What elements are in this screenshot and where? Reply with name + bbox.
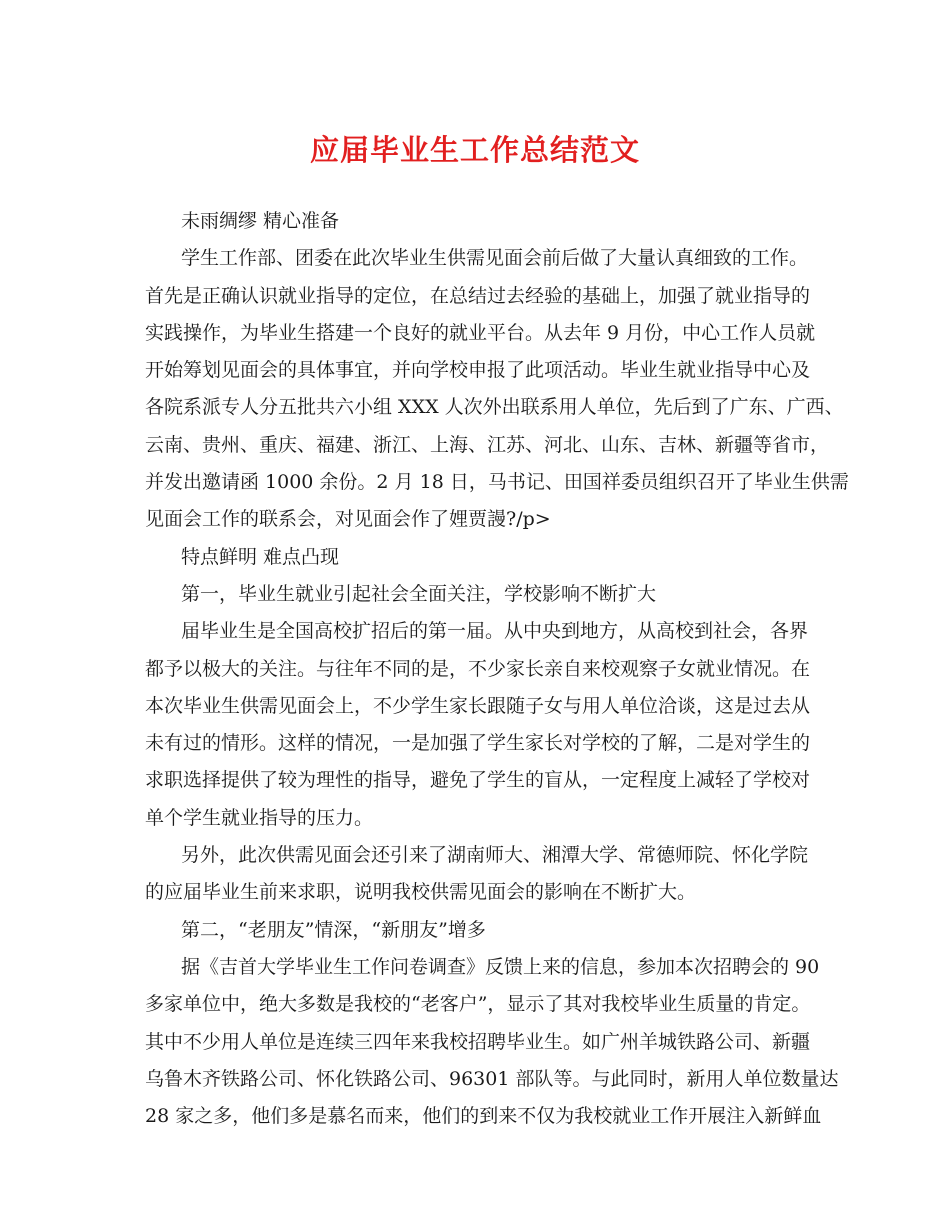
body-line: 多家单位中，绝大多数是我校的“老客户”，显示了其对我校毕业生质量的肯定。 bbox=[145, 993, 811, 1016]
body-line: 未雨绸缪 精心准备 bbox=[181, 210, 340, 232]
body-line: 都予以极大的关注。与往年不同的是，不少家长亲自来校观察子女就业情况。在 bbox=[145, 657, 811, 680]
body-line: 并发出邀请函 1000 余份。2 月 18 日，马书记、田国祥委员组织召开了毕业生供需 bbox=[145, 471, 849, 494]
body-line: 第一，毕业生就业引起社会全面关注，学校影响不断扩大 bbox=[181, 582, 657, 605]
document-body bbox=[145, 203, 849, 1135]
body-line: 未有过的情形。这样的情况，一是加强了学生家长对学校的了解，二是对学生的 bbox=[145, 732, 811, 755]
body-line: 各院系派专人分五批共六小组 XXX 人次外出联系用人单位，先后到了广东、广西、 bbox=[145, 396, 844, 419]
body-line: 届毕业生是全国高校扩招后的第一届。从中央到地方，从高校到社会，各界 bbox=[181, 620, 809, 643]
body-line: 其中不少用人单位是连续三四年来我校招聘毕业生。如广州羊城铁路公司、新疆 bbox=[145, 1030, 811, 1053]
body-line: 本次毕业生供需见面会上，不少学生家长跟随子女与用人单位洽谈，这是过去从 bbox=[145, 694, 811, 717]
body-line: 云南、贵州、重庆、福建、浙江、上海、江苏、河北、山东、吉林、新疆等省市， bbox=[145, 433, 830, 456]
body-line: 开始筹划见面会的具体事宜，并向学校申报了此项活动。毕业生就业指导中心及 bbox=[145, 359, 811, 382]
body-line: 特点鲜明 难点凸现 bbox=[181, 545, 340, 568]
body-line: 求职选择提供了较为理性的指导，避免了学生的盲从，一定程度上减轻了学校对 bbox=[145, 769, 811, 792]
body-line: 另外，此次供需见面会还引来了湖南师大、湘潭大学、常德师院、怀化学院 bbox=[181, 844, 809, 867]
body-line: 学生工作部、团委在此次毕业生供需见面会前后做了大量认真细致的工作。 bbox=[181, 247, 809, 270]
body-line: 乌鲁木齐铁路公司、怀化铁路公司、96301 部队等。与此同时，新用人单位数量达 bbox=[145, 1067, 839, 1090]
body-line: 见面会工作的联系会，对见面会作了娌贾謾?/p> bbox=[145, 508, 551, 531]
body-line: 的应届毕业生前来求职，说明我校供需见面会的影响在不断扩大。 bbox=[145, 881, 697, 904]
body-line: 单个学生就业指导的压力。 bbox=[145, 806, 374, 829]
body-line: 28 家之多，他们多是慕名而来，他们的到来不仅为我校就业工作开展注入新鲜血 bbox=[145, 1105, 822, 1128]
body-line: 第二，“老朋友”情深，“新朋友”增多 bbox=[181, 918, 486, 941]
body-line: 据《吉首大学毕业生工作问卷调查》反馈上来的信息，参加本次招聘会的 90 bbox=[181, 955, 820, 978]
body-line: 实践操作，为毕业生搭建一个良好的就业平台。从去年 9 月份，中心工作人员就 bbox=[145, 321, 816, 344]
document-title: 应届毕业生工作总结范文 bbox=[309, 133, 640, 167]
body-line: 首先是正确认识就业指导的定位，在总结过去经验的基础上，加强了就业指导的 bbox=[145, 284, 811, 307]
